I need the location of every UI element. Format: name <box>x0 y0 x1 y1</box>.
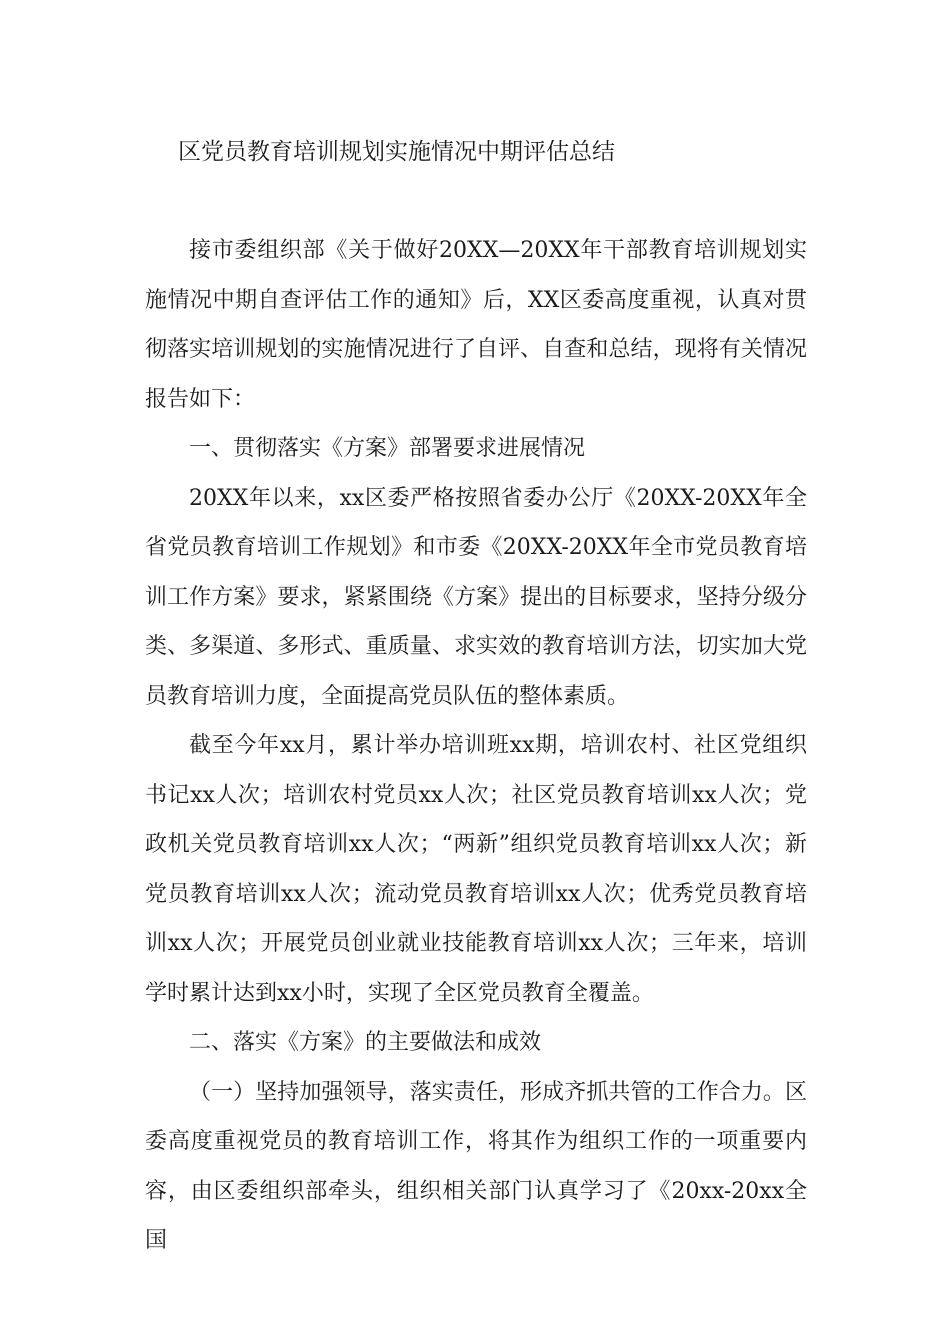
progress-paragraph: 20XX年以来，xx区委严格按照省委办公厅《20XX-20XX年全省党员教育培训工作规划》和市委《20XX-20XX年全市党员教育培训工作方案》要求，紧紧围绕《方案》提出的目标要求，坚持分级分类、多渠道、多形式、重质量、求实效的教育培训方法，切实加大党员教育培训力度，全面提高党员队伍的整体素质。 <box>145 485 807 709</box>
statistics-paragraph: 截至今年xx月，累计举办培训班xx期，培训农村、社区党组织书记xx人次；培训农村党员xx人次；社区党员教育培训xx人次；党政机关党员教育培训xx人次；“两新”组织党员教育培训xx人次；新党员教育培训xx人次；流动党员教育培训xx人次；优秀党员教育培训xx人次；开展党员创业就业技能教育培训xx人次；三年来，培训学时累计达到xx小时，实现了全区党员教育全覆盖。 <box>145 733 807 1006</box>
measure-paragraph-1: （一）坚持加强领导，落实责任，形成齐抓共管的工作合力。区委高度重视党员的教育培训工作，将其作为组织工作的一项重要内容，由区委组织部牵头，组织相关部门认真学习了《20xx-20xx全国 <box>145 1079 807 1253</box>
section-heading-1: 一、贯彻落实《方案》部署要求进展情况 <box>189 436 586 461</box>
section-heading-2: 二、落实《方案》的主要做法和成效 <box>189 1030 542 1055</box>
document-title: 区党员教育培训规划实施情况中期评估总结 <box>178 139 615 165</box>
intro-paragraph: 接市委组织部《关于做好20XX—20XX年干部教育培训规划实施情况中期自查评估工作的通知》后，XX区委高度重视，认真对贯彻落实培训规划的实施情况进行了自评、自查和总结，现将有关情况报告如下： <box>145 238 807 412</box>
document-body <box>145 226 807 1266</box>
